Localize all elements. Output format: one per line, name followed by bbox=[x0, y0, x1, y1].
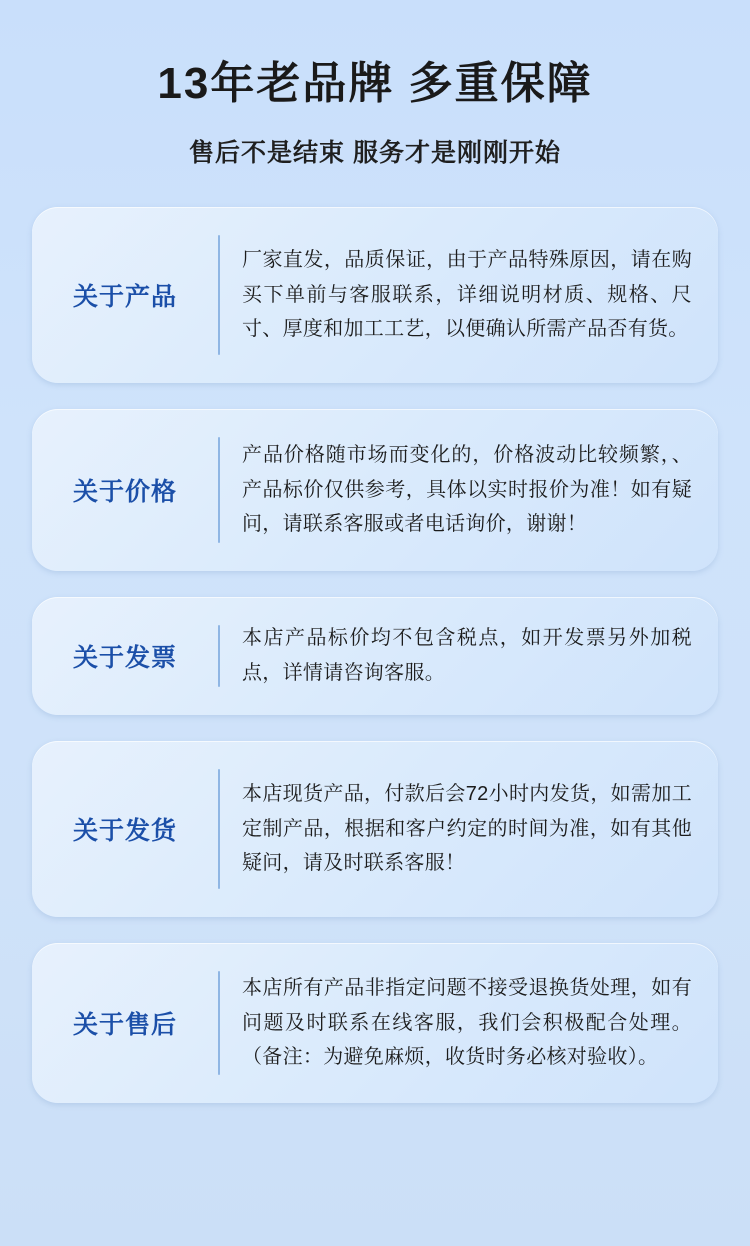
info-card-product bbox=[32, 207, 718, 383]
info-card-label: 关于售后 bbox=[72, 1010, 177, 1039]
page-header bbox=[0, 0, 750, 169]
vertical-divider bbox=[218, 769, 220, 889]
info-card-shipping bbox=[32, 741, 718, 917]
info-card-text: 产品价格随市场而变化的，价格波动比较频繁，、产品标价仅供参考，具体以实时报价为准！如有疑问，请联系客服或者电话询价，谢谢！ bbox=[242, 444, 692, 535]
page-subtitle: 售后不是结束 服务才是刚刚开始 bbox=[189, 138, 561, 167]
info-card-text: 厂家直发，品质保证，由于产品特殊原因，请在购买下单前与客服联系，详细说明材质、规格、尺寸、厚度和加工工艺，以便确认所需产品否有货。 bbox=[242, 249, 692, 340]
info-card-text: 本店所有产品非指定问题不接受退换货处理，如有问题及时联系在线客服，我们会积极配合处理。（备注：为避免麻烦，收货时务必核对验收）。 bbox=[242, 977, 692, 1068]
info-card-list bbox=[0, 207, 750, 1103]
info-card-text: 本店现货产品，付款后会72小时内发货，如需加工定制产品，根据和客户约定的时间为准，如有其他疑问，请及时联系客服！ bbox=[242, 783, 692, 874]
vertical-divider bbox=[218, 625, 220, 687]
info-card-label: 关于产品 bbox=[72, 282, 177, 311]
vertical-divider bbox=[218, 235, 220, 355]
info-card-after-sales bbox=[32, 943, 718, 1103]
page-title: 13年老品牌 多重保障 bbox=[157, 59, 593, 108]
info-card-label: 关于发货 bbox=[72, 816, 177, 845]
info-card-label: 关于价格 bbox=[72, 477, 177, 506]
info-card-invoice bbox=[32, 597, 718, 715]
info-card-price bbox=[32, 409, 718, 571]
vertical-divider bbox=[218, 971, 220, 1075]
info-card-label: 关于发票 bbox=[72, 643, 177, 672]
info-card-text: 本店产品标价均不包含税点，如开发票另外加税点，详情请咨询客服。 bbox=[242, 627, 692, 684]
vertical-divider bbox=[218, 437, 220, 543]
